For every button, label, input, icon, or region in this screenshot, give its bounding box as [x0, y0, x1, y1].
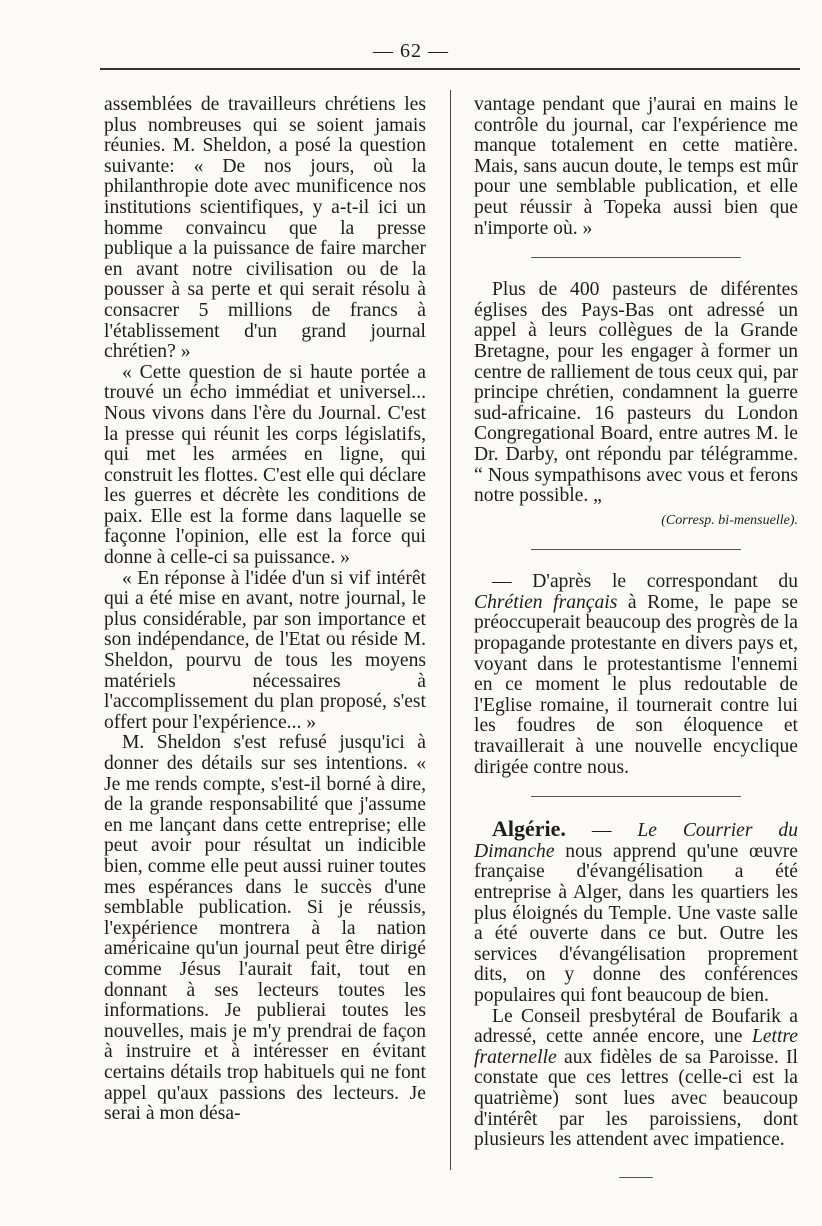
paragraph-sheldon-question: assemblées de travailleurs chrétiens les plus nombreuses qui se soient jamais réunies. M. Sheldon, a posé la question suivante: « De nos jours, où la philanthropie dote avec munificence nos institutions scientifiques, y a-t-il ici un homme convaincu que la presse publique a la puissance de faire marcher en avant notre civilisation ou de la pousser à sa perte et qui serait résolu à consacrer 5 millions de francs à l'établissement d'un grand journal chrétien? »	[104, 94, 426, 363]
letter-title: Lettre fraternelle	[474, 1026, 798, 1068]
section-divider	[531, 257, 741, 258]
newspaper-title: Le Courrier du Dimanche	[474, 820, 798, 862]
newspaper-title: Chrétien français	[474, 591, 618, 613]
rome-lead: — D'après le correspondant du	[492, 571, 798, 593]
section-divider	[531, 796, 741, 797]
section-heading-algerie: Algérie.	[492, 816, 566, 842]
paragraph-sheldon-response: M. Sheldon s'est refusé jusqu'ici à donner des détails sur ses intentions. « Je me rends compte, s'est-il borné à dire, de la grande responsabilité que j'assume en me lançant dans cette entreprise; elle peut avoir pour résultat un indicible bien, comme elle peut aussi ruiner toutes mes espérances dans le succès d'une semblable publication. Si je réussis, l'expérience montrera à la nation américaine qu'un journal peut être dirigé comme Jésus l'aurait fait, tout en donnant à ses lecteurs toutes les informations. Je publierai toutes les nouvelles, mais je m'y prendrai de façon à instruire et à intéresser en évitant certains détails trop habituels qui ne font appel qu'aux passions des lecteurs. Je serai à mon désa-	[104, 732, 426, 1125]
left-column	[104, 95, 426, 1125]
paragraph-boufarik	[474, 1007, 798, 1151]
paragraph-pays-bas: Plus de 400 pasteurs de diférentes églises des Pays-Bas ont adressé un appel à leurs collègues de la Grande Bretagne, pour les engager à former un centre de ralliement de tous ceux qui, par principe chrétien, condamnent la guerre sud-africaine. 16 pasteurs du London Congregational Board, entre autres M. le Dr. Darby, ont répondu par télégramme. “ Nous sympathisons avec vous et ferons notre possible. „	[474, 279, 798, 507]
right-column	[474, 95, 798, 1178]
algerie-text: nous apprend qu'une œuvre française d'évangélisation a été entreprise à Alger, dans les quartiers les plus éloignés du Temple. Une vaste salle a été ouverte dans ce but. Outre les services d'évangélisation proprement dits, on y donne des conférences populaires qui font beaucoup de bien.	[474, 840, 798, 1006]
section-divider	[531, 549, 741, 550]
heading-dash: —	[565, 820, 638, 842]
correspondence-signature: (Corresp. bi-mensuelle).	[661, 512, 798, 528]
paragraph-continuation: vantage pendant que j'aurai en mains le contrôle du journal, car l'expérience me manque totalement en cette matière. Mais, sans aucun doute, le temps est mûr pour une semblable publication, et elle peut réussir à Topeka aussi bien que n'importe où. »	[474, 94, 798, 239]
boufarik-text: aux fidèles de sa Paroisse. Il constate que ces lettres (celle-ci est la quatrième) sont lues avec beaucoup d'intérêt par les paroissiens, dont plusieurs les attendent avec impatience.	[474, 1046, 798, 1151]
column-divider	[450, 90, 451, 1170]
boufarik-lead: Le Conseil presbytéral de Boufarik a adressé, cette année encore, une	[474, 1005, 798, 1048]
page-number: — 62 —	[373, 40, 449, 62]
paragraph-press-era: « Cette question de si haute portée a trouvé un écho immédiat et universel... Nous vivons dans l'ère du Journal. C'est la presse qui réunit les corps législatifs, qui met les armées en ligne, qui construit les flottes. C'est elle qui déclare les guerres et décrète les conditions de paix. Elle est la forme dans laquelle se façonne l'opinion, elle est la force qui donne à celle-ci sa puissance. »	[104, 361, 426, 569]
header-rule	[100, 68, 800, 70]
paragraph-journal-offer: « En réponse à l'idée d'un si vif intérêt qui a été mise en avant, notre journal, le plus considérable, par son importance et son indépendance, de l'Etat ou réside M. Sheldon, pourvu de tous les moyens matériels nécessaires à l'accomplissement du plan proposé, s'est offert pour l'expérience... »	[104, 567, 426, 733]
paragraph-rome	[474, 572, 798, 778]
rome-text: à Rome, le pape se préoccuperait beaucoup des progrès de la propagande protestante en divers pays et, voyant dans le protestantisme l'ennemi en ce moment le plus redoutable de l'Eglise romaine, il tournerait contre lui les foudres de son éloquence et travaillerait à une nouvelle encyclique dirigée contre nous.	[474, 591, 798, 778]
paragraph-algerie	[474, 816, 798, 1006]
end-rule	[619, 1177, 653, 1178]
